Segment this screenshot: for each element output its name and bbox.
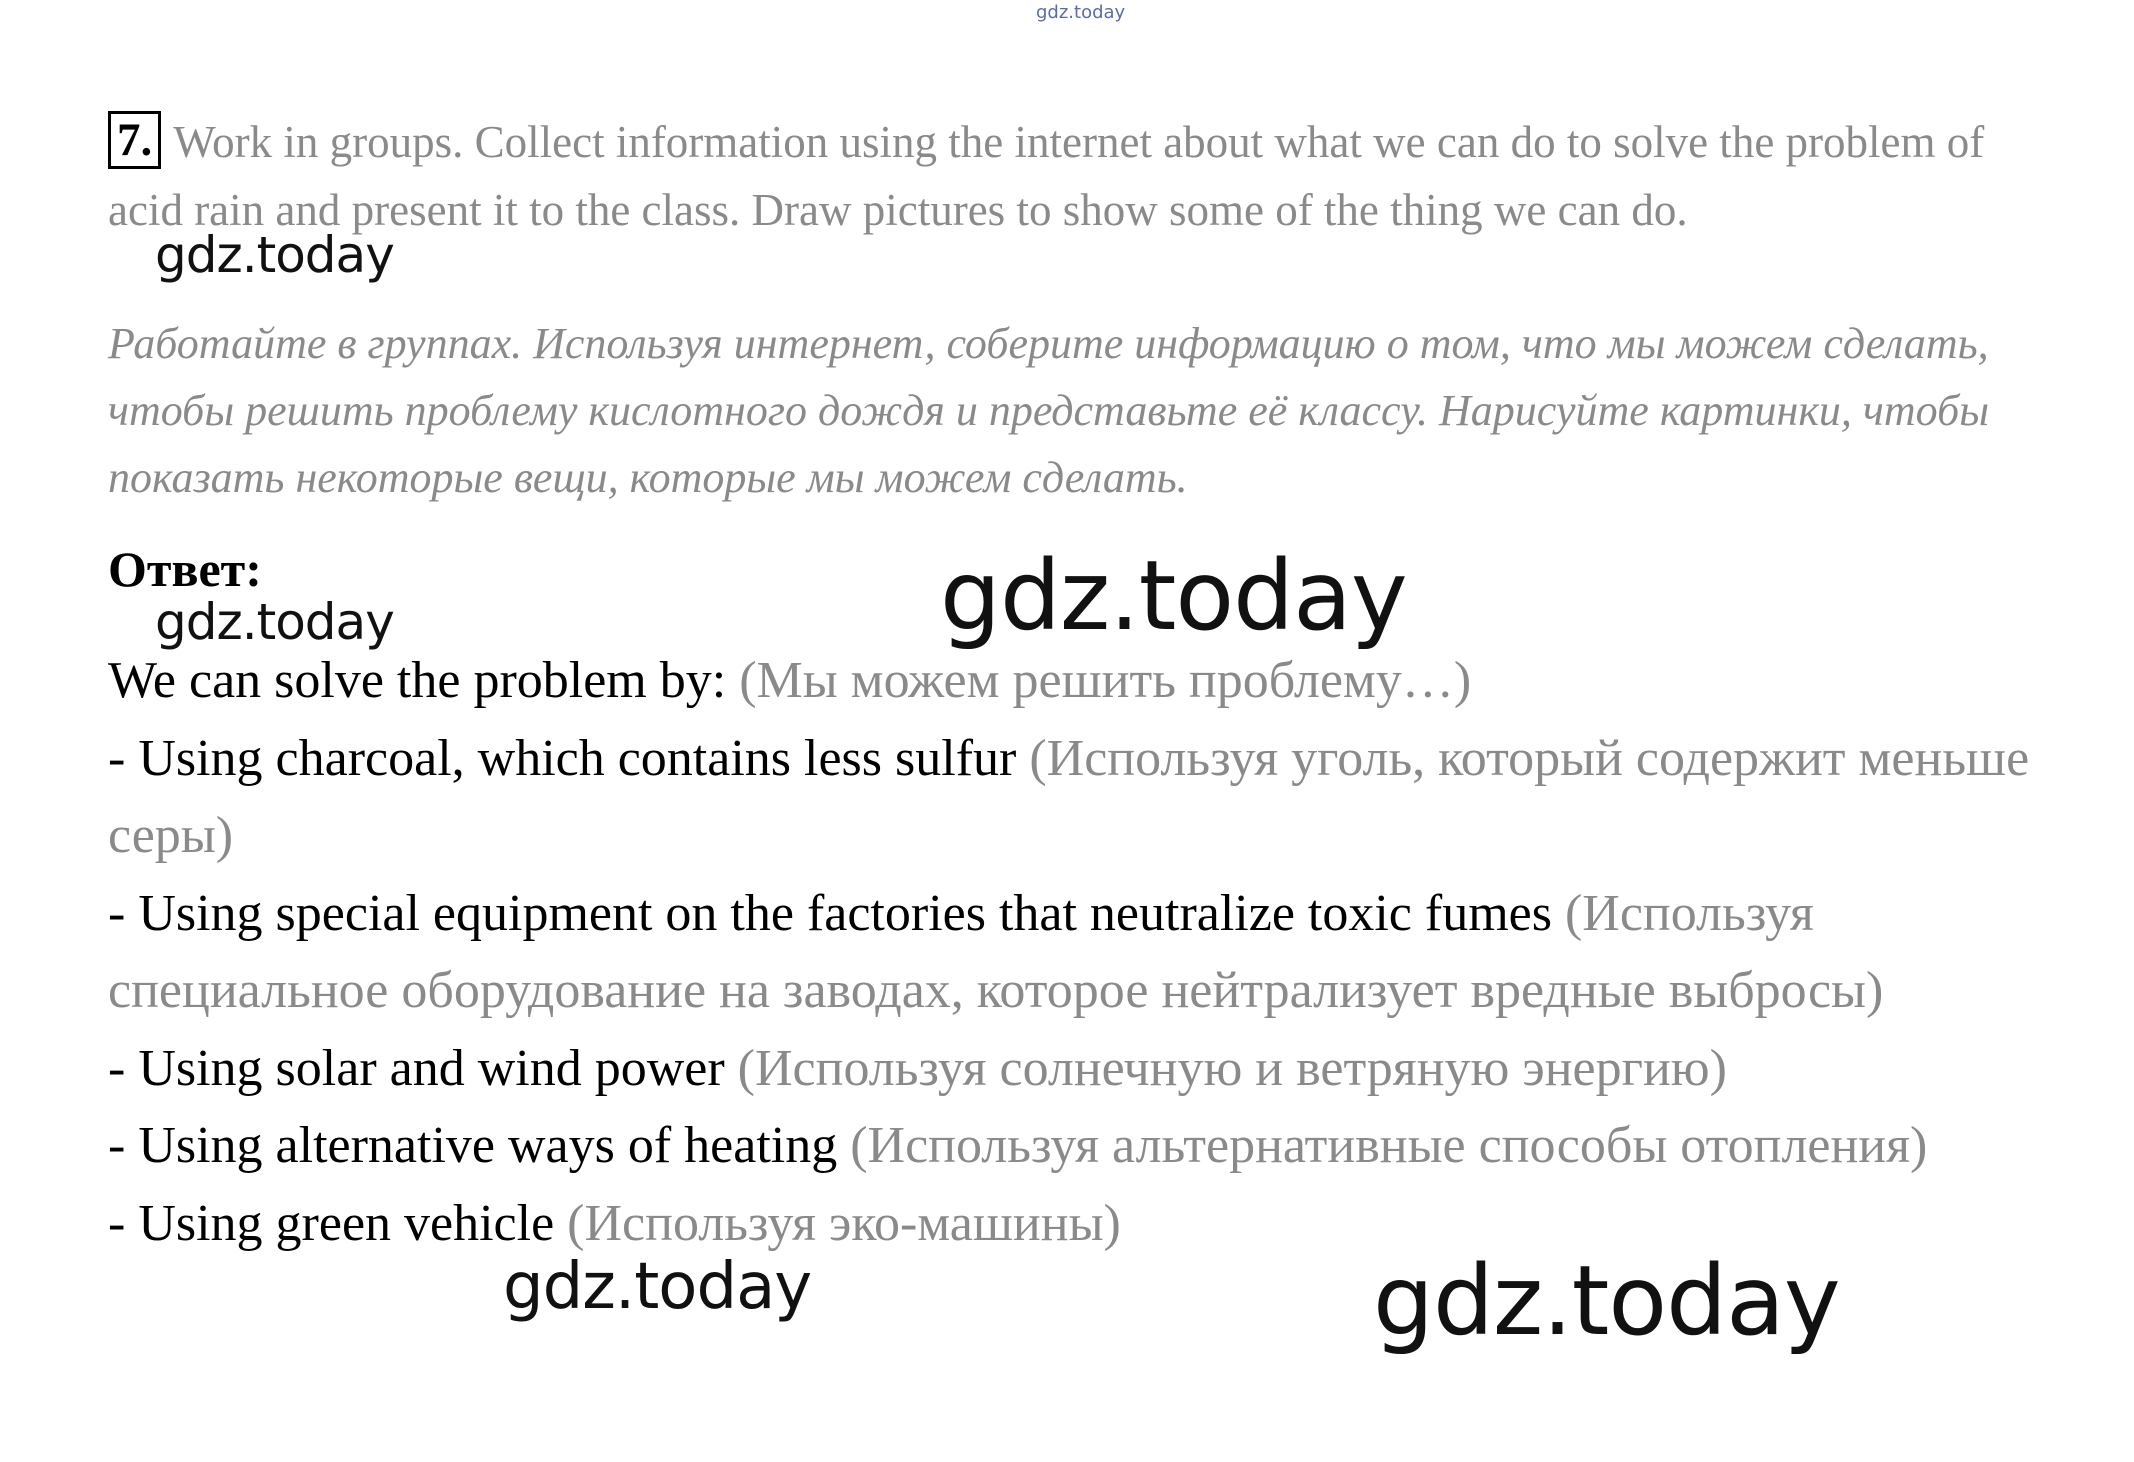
watermark-text: gdz.today (503, 1250, 812, 1324)
watermark-text: gdz.today (1373, 1245, 1840, 1357)
answer-line-ru: (Мы можем решить проблему…) (739, 652, 1472, 709)
answer-line-en: - Using special equipment on the factories that neutralize toxic fumes (108, 884, 1552, 942)
task-paragraph (108, 108, 2058, 244)
answer-line-en: - Using green vehicle (108, 1194, 555, 1252)
answer-line-en: We can solve the problem by: (108, 652, 727, 709)
answer-line (108, 642, 2068, 720)
answer-line (108, 1030, 2068, 1108)
answer-line-en: - Using alternative ways of heating (108, 1117, 838, 1174)
answer-line-en: - Using charcoal, which contains less sulfur (108, 729, 1017, 787)
task-translation: Работайте в группах. Используя интернет, соберите информацию о том, что мы можем сделать, чтобы решить проблему кислотного дождя и представьте её классу. Нарисуйте картинки, чтобы показать некоторые вещи, которые мы можем сделать. (108, 319, 1990, 502)
answer-line-ru: (Используя специальное оборудование на заводах, которое нейтрализует вредные выбросы) (108, 884, 1884, 1019)
answer-line-ru: (Используя уголь, который содержит меньше серы) (108, 729, 2030, 864)
answer-line-ru: (Используя солнечную и ветряную энергию) (737, 1039, 1727, 1097)
answer-line (108, 1107, 2068, 1185)
answer-line (108, 875, 2068, 1030)
answer-line-ru: (Используя эко-машины) (567, 1194, 1121, 1252)
answer-body (108, 642, 2068, 1262)
answer-line-en: - Using solar and wind power (108, 1039, 725, 1097)
watermark-text: gdz.today (155, 593, 394, 651)
site-watermark-top: gdz.today (1036, 2, 1126, 23)
answer-line (108, 720, 2068, 875)
watermark-text: gdz.today (940, 540, 1407, 652)
answer-heading: Ответ: (108, 541, 262, 597)
watermark-text: gdz.today (155, 226, 394, 284)
task-number: 7. (108, 111, 161, 169)
answer-line-ru: (Используя альтернативные способы отопления) (850, 1117, 1928, 1174)
task-text: Work in groups. Collect information using the internet about what we can do to solve the problem of acid rain and present it to the class. Draw pictures to show some of the thing we can do. (108, 117, 1985, 235)
